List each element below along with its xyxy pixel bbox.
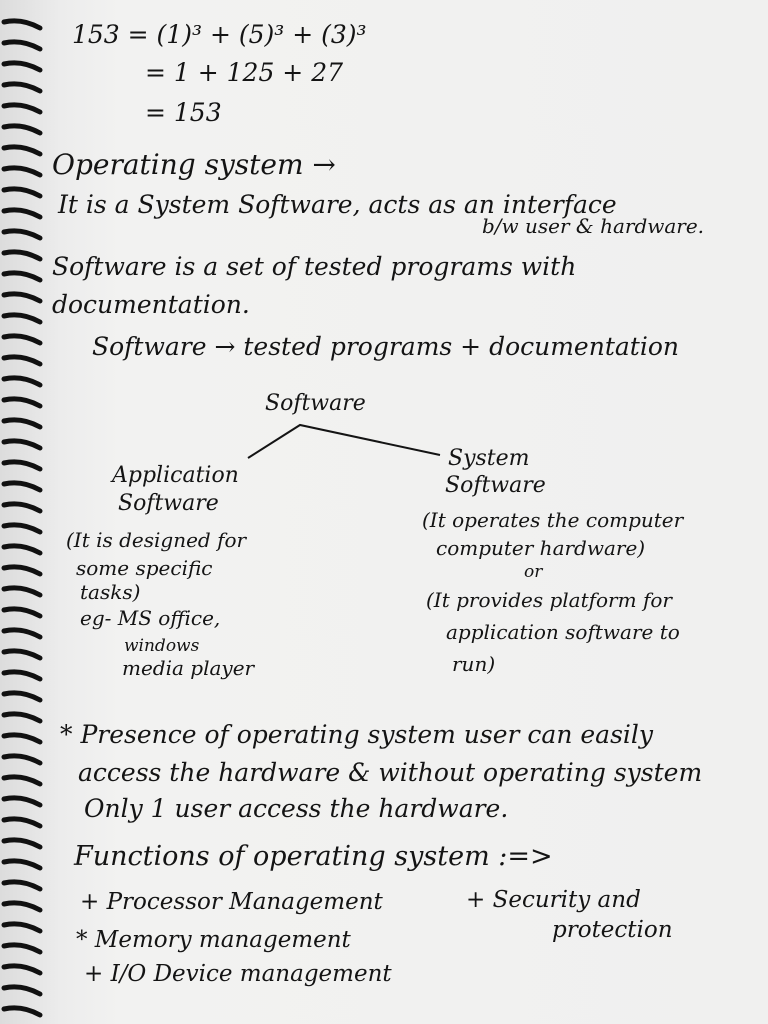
spiral-coil xyxy=(4,483,40,490)
spiral-coil xyxy=(4,21,40,28)
spiral-coil xyxy=(4,693,40,700)
math-line-3: = 153 xyxy=(145,98,222,127)
spiral-coil xyxy=(4,630,40,637)
app-desc-1: (It is designed for xyxy=(66,528,247,552)
sys-software-title-2: Software xyxy=(445,473,546,498)
definition-line-1: It is a System Software, acts as an interface xyxy=(58,190,617,219)
spiral-coil xyxy=(4,798,40,805)
spiral-coil xyxy=(4,819,40,826)
tree-root: Software xyxy=(265,391,366,416)
spiral-coil xyxy=(4,357,40,364)
presence-line-1: * Presence of operating system user can easily xyxy=(60,720,654,749)
spiral-coil xyxy=(4,714,40,721)
function-item-io: + I/O Device management xyxy=(84,961,392,987)
spiral-coil xyxy=(4,294,40,301)
spiral-coil xyxy=(4,651,40,658)
spiral-coil xyxy=(4,210,40,217)
spiral-coil xyxy=(4,609,40,616)
spiral-coil xyxy=(4,231,40,238)
function-item-protection: protection xyxy=(552,917,673,943)
software-def-line-2: documentation. xyxy=(52,290,250,319)
sys-desc-5: run) xyxy=(452,652,496,676)
spiral-coil xyxy=(4,525,40,532)
app-software-title-1: Application xyxy=(112,463,239,488)
spiral-coil xyxy=(4,84,40,91)
function-item-processor: + Processor Management xyxy=(80,889,383,915)
spiral-coil xyxy=(4,756,40,763)
spiral-coil xyxy=(4,777,40,784)
software-def-line-1: Software is a set of tested programs with xyxy=(52,252,577,281)
function-item-memory: * Memory management xyxy=(76,927,351,953)
spiral-coil xyxy=(4,735,40,742)
spiral-coil xyxy=(4,315,40,322)
math-line-1: 153 = (1)³ + (5)³ + (3)³ xyxy=(72,20,367,49)
spiral-coil xyxy=(4,924,40,931)
app-desc-6: media player xyxy=(122,656,255,680)
app-desc-2: some specific xyxy=(76,556,213,580)
presence-line-2: access the hardware & without operating system xyxy=(78,758,703,787)
functions-heading: Functions of operating system :=> xyxy=(74,841,553,872)
spiral-coil xyxy=(4,1008,40,1015)
spiral-coil xyxy=(4,399,40,406)
sys-or: or xyxy=(524,562,543,582)
sys-software-title-1: System xyxy=(448,446,530,471)
sys-desc-2: computer hardware) xyxy=(436,536,646,560)
sys-desc-4: application software to xyxy=(446,620,680,644)
software-formula: Software → tested programs + documentation xyxy=(92,332,679,361)
app-desc-4: eg- MS office, xyxy=(80,606,221,630)
spiral-coil xyxy=(4,273,40,280)
spiral-coil xyxy=(4,987,40,994)
spiral-coil xyxy=(4,441,40,448)
spiral-coil xyxy=(4,252,40,259)
sys-desc-1: (It operates the computer xyxy=(422,508,684,532)
spiral-coil xyxy=(4,336,40,343)
spiral-coil xyxy=(4,63,40,70)
math-line-2: = 1 + 125 + 27 xyxy=(145,58,344,87)
presence-line-3: Only 1 user access the hardware. xyxy=(84,794,509,823)
spiral-coil xyxy=(4,861,40,868)
spiral-coil xyxy=(4,168,40,175)
sys-desc-3: (It provides platform for xyxy=(426,588,672,612)
spiral-coil xyxy=(4,147,40,154)
spiral-coil xyxy=(4,546,40,553)
function-item-security: + Security and xyxy=(466,887,641,913)
spiral-coil xyxy=(4,378,40,385)
spiral-coil xyxy=(4,105,40,112)
spiral-binding xyxy=(0,0,60,1024)
definition-line-2: b/w user & hardware. xyxy=(482,214,705,238)
app-desc-5: windows xyxy=(124,636,200,656)
spiral-coil xyxy=(4,420,40,427)
spiral-coil xyxy=(4,42,40,49)
spiral-coil xyxy=(4,504,40,511)
spiral-coil xyxy=(4,840,40,847)
app-desc-3: tasks) xyxy=(80,580,141,604)
spiral-coil xyxy=(4,189,40,196)
spiral-coil xyxy=(4,567,40,574)
spiral-coil xyxy=(4,966,40,973)
spiral-coil xyxy=(4,588,40,595)
spiral-coil xyxy=(4,126,40,133)
spiral-coil xyxy=(4,462,40,469)
spiral-coil xyxy=(4,882,40,889)
spiral-coil xyxy=(4,945,40,952)
spiral-coil xyxy=(4,903,40,910)
os-heading: Operating system → xyxy=(52,148,336,181)
app-software-title-2: Software xyxy=(118,491,219,516)
spiral-coil xyxy=(4,672,40,679)
